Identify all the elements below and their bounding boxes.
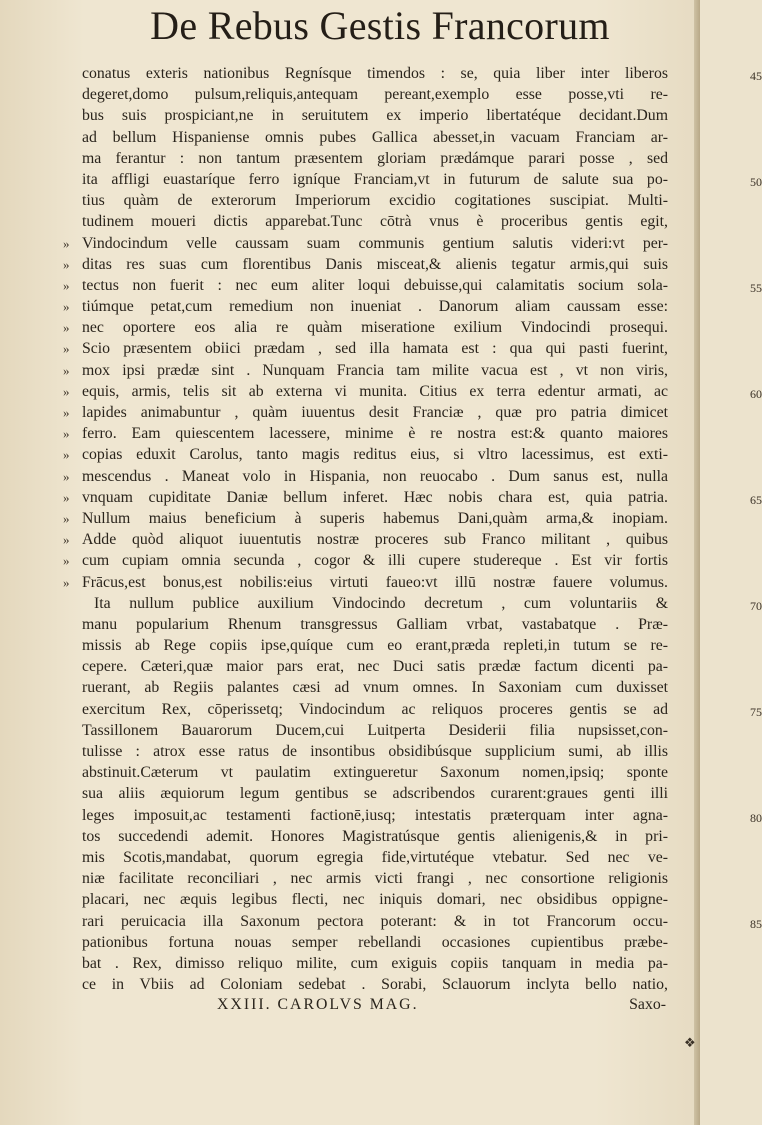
- margin-line-number: 70: [750, 598, 762, 613]
- quotation-mark: »: [63, 235, 70, 251]
- line-text: pationibus fortuna nouas semper rebellandi occasiones cupientibus præbe-: [82, 933, 668, 951]
- text-line: [82, 63, 762, 84]
- line-text: ferro. Eam quiescentem lacessere, minime è re nostra est:& quanto maiores: [82, 425, 668, 443]
- text-line: [82, 593, 762, 614]
- text-line: [63, 423, 668, 444]
- running-head: De Rebus Gestis Francorum: [150, 3, 610, 48]
- line-text: tius quàm de exterorum Imperiorum excidio cogitationes suscipiat. Multi-: [82, 192, 668, 210]
- page-footer: [82, 996, 668, 1020]
- line-text: leges imposuit,ac testamenti factionē,iusq; intestatis præterquam inter agna-: [82, 806, 668, 824]
- line-text: ruerant, ab Regiis palantes cæsi ad vnum omnes. In Saxoniam cum duxisset: [82, 679, 668, 697]
- text-line: [63, 402, 668, 423]
- line-text: Adde quòd aliquot iuuentutis nostræ proceres sub Franco militant , quibus: [82, 531, 668, 549]
- quotation-mark: »: [63, 299, 70, 315]
- quotation-mark: »: [63, 277, 70, 293]
- text-line: [63, 275, 762, 296]
- margin-line-number: 50: [750, 174, 762, 189]
- text-line: [82, 720, 668, 741]
- text-line: [82, 677, 668, 698]
- text-line: [82, 847, 668, 868]
- text-line: [63, 317, 668, 338]
- line-text: cepere. Cæteri,quæ maior pars erat, nec Duci satis prædæ factum dicenti pa-: [82, 658, 668, 676]
- line-text: copias eduxit Carolus, tanto magis reditus eius, si vltro lacessimus, est exti-: [82, 446, 668, 464]
- quotation-mark: »: [63, 447, 70, 463]
- text-line: [63, 466, 668, 487]
- line-text: missis ab Rege copiis ipse,quíque cum eo erant,præda repleti,in tutum se re-: [82, 637, 668, 655]
- text-line: [82, 783, 668, 804]
- line-text: placari, nec æquis legibus flecti, nec iniquis domari, nec obsidibus oppigne-: [82, 891, 668, 909]
- line-text: tiúmque petat,cum remedium non inueniat . Danorum aliam caussam esse:: [82, 298, 668, 316]
- text-line: [82, 635, 668, 656]
- line-text: mescendus . Maneat volo in Hispania, non reuocabo . Dum sanus est, nulla: [82, 467, 668, 485]
- margin-line-number: 85: [750, 916, 762, 931]
- text-line: [82, 805, 762, 826]
- line-text: Ita nullum publice auxilium Vindocindo decretum , cum voluntariis &: [94, 594, 668, 612]
- line-text: niæ facilitate reconciliari , nec armis victi frangi , nec consortione religionis: [82, 870, 668, 888]
- body-text: [63, 63, 762, 995]
- text-line: [82, 762, 668, 783]
- line-text: ce in Vbiis ad Coloniam sedebat . Sorabi, Sclauorum inclyta bello natio,: [82, 976, 668, 994]
- line-text: Nullum maius beneficium à superis habemus Dani,quàm arma,& inopiam.: [82, 509, 668, 527]
- text-line: [82, 127, 668, 148]
- text-line: [82, 84, 668, 105]
- line-text: Vindocindum velle caussam suam communis gentium salutis videri:vt per-: [82, 234, 668, 252]
- text-line: [63, 529, 668, 550]
- line-text: tudinem moueri dictis apparebat.Tunc cōtrà vnus è proceribus gentis egit,: [82, 213, 668, 231]
- margin-line-number: 75: [750, 704, 762, 719]
- quotation-mark: »: [63, 405, 70, 420]
- text-line: [63, 233, 668, 254]
- text-line: [63, 381, 762, 402]
- text-line: [63, 487, 762, 508]
- text-line: [82, 211, 668, 232]
- text-line: [82, 932, 668, 953]
- quotation-mark: »: [63, 574, 70, 590]
- text-line: [82, 190, 668, 211]
- signature-mark: XXIII. CAROLVS MAG.: [217, 996, 419, 1013]
- text-line: [82, 953, 668, 974]
- text-line: [82, 169, 762, 190]
- line-text: lapides animabuntur , quàm iuuentus desit Franciæ , quæ pro patria dimicet: [82, 404, 668, 421]
- margin-line-number: 55: [750, 280, 762, 295]
- quotation-mark: »: [63, 553, 70, 569]
- line-text: tos succedendi ademit. Honores Magistratúsque gentis alienigenis,& in pri-: [82, 827, 668, 845]
- margin-line-number: 45: [750, 69, 762, 83]
- line-text: equis, armis, telis sit ab externa vi munita. Citius ex terra edentur armati, ac: [82, 382, 668, 400]
- line-text: mox ipsi prædæ sint . Nunquam Francia tam milite vacua est , vt non viris,: [82, 361, 668, 379]
- line-text: mis Scotis,mandabat, quorum egregia fide,virtutéque vtebatur. Sed nec ve-: [82, 848, 668, 866]
- line-text: Tassillonem Bauarorum Ducem,cui Luitperta Desiderii filia nupsisset,con-: [82, 721, 668, 739]
- line-text: sua aliis æquiorum legum gentibus se adscribendos curarent:graues genti illi: [82, 785, 668, 803]
- line-text: ad bellum Hispaniense omnis pubes Gallica abesset,in vacuam Franciam ar-: [82, 128, 668, 146]
- ink-smudge-icon: ❖: [684, 1035, 696, 1050]
- margin-line-number: 60: [750, 386, 762, 401]
- line-text: nec oportere eos alia re quàm miseratione exilium Vindocindi prosequi.: [82, 319, 668, 337]
- text-line: [82, 826, 668, 847]
- line-text: Scio præsentem obiici prædam , sed illa hamata est : qua qui pasti fuerint,: [82, 340, 668, 358]
- quotation-mark: »: [63, 341, 70, 357]
- line-text: tulisse : atrox esse ratus de insontibus obsidibúsque supplicium sumi, ab illis: [82, 743, 668, 760]
- line-text: bat . Rex, dimisso reliquo milite, cum exiguis copiis tanquam in media pa-: [82, 954, 668, 972]
- line-text: ita affligi euastaríque ferro igníque Franciam,vt in futurum de salute sua po-: [82, 170, 668, 188]
- text-line: [82, 889, 668, 910]
- line-text: abstinuit.Cæterum vt paulatim extingueretur Saxonum nomen,ipsiq; sponte: [82, 764, 668, 782]
- page-fold-shadow: [694, 0, 700, 1125]
- line-text: ditas res suas cum florentibus Danis misceat,& alienis tegatur armis,qui suis: [82, 255, 668, 273]
- text-line: [82, 911, 762, 932]
- text-line: [63, 360, 668, 381]
- line-text: conatus exteris nationibus Regnísque timendos : se, quia liber inter liberos: [82, 65, 668, 82]
- text-line: [63, 572, 668, 593]
- quotation-mark: »: [63, 426, 70, 442]
- text-line: [82, 974, 668, 995]
- quotation-mark: »: [63, 320, 70, 336]
- text-line: [82, 148, 668, 169]
- quotation-mark: »: [63, 489, 70, 505]
- quotation-mark: »: [63, 362, 70, 378]
- quotation-mark: »: [63, 532, 70, 548]
- text-line: [63, 296, 668, 317]
- quotation-mark: »: [63, 383, 70, 399]
- line-text: tectus non fuerit : nec eum aliter loqui debuisse,qui calamitatis socium sola-: [82, 276, 668, 294]
- line-text: rari peruicacia illa Saxonum pectora poterant: & in tot Francorum occu-: [82, 912, 668, 930]
- line-text: vnquam cupiditate Daniæ bellum inferet. Hæc nobis chara est, quia patria.: [82, 488, 668, 506]
- quotation-mark: »: [63, 256, 70, 272]
- text-line: [82, 699, 762, 720]
- text-line: [63, 254, 668, 275]
- line-text: bus suis prospiciant,ne in seruitutem ex imperio libertatéque decidant.Dum: [82, 107, 668, 125]
- line-text: exercitum Rex, cōperissetq; Vindocindum ac reliquos proceres gentis se ad: [82, 700, 668, 718]
- quotation-mark: »: [63, 468, 70, 484]
- text-line: [82, 614, 668, 635]
- line-text: ma ferantur : non tantum præsentem gloriam prædámque parari posse , sed: [82, 149, 668, 167]
- margin-line-number: 65: [750, 492, 762, 507]
- line-text: manu popularium Rhenum transgressus Galliam vrbat, vastabatque . Præ-: [82, 615, 668, 633]
- catchword: Saxo-: [629, 996, 666, 1013]
- text-line: [63, 550, 668, 571]
- text-line: [82, 868, 668, 889]
- text-line: [82, 741, 668, 762]
- text-line: [63, 444, 668, 465]
- line-text: Frācus,est bonus,est nobilis:eius virtuti faueo:vt illū nostræ fauere volumus.: [82, 573, 668, 591]
- line-text: cum cupiam omnia secunda , cogor & illi cupere studereque . Est vir fortis: [82, 552, 668, 570]
- text-line: [82, 656, 668, 677]
- text-line: [63, 338, 668, 359]
- margin-line-number: 80: [750, 810, 762, 825]
- line-text: degeret,domo pulsum,reliquis,antequam pereant,exemplo esse posse,vti re-: [82, 86, 668, 104]
- text-line: [63, 508, 668, 529]
- text-line: [82, 105, 668, 126]
- quotation-mark: »: [63, 510, 70, 526]
